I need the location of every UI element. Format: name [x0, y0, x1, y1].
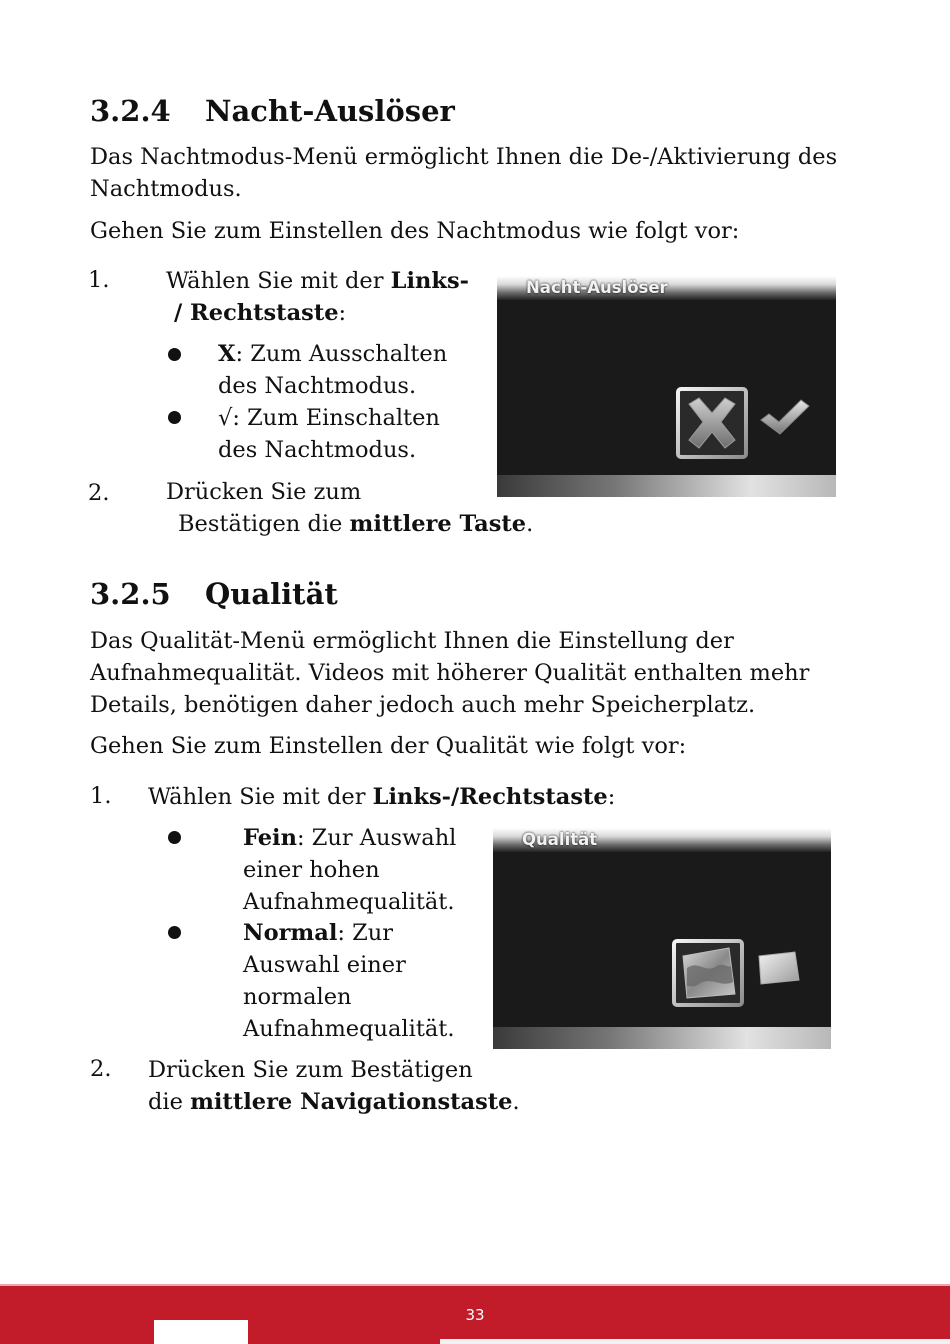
step-number: 2.: [88, 480, 110, 506]
intro-line: Aufnahmequalität. Videos mit höherer Qualität enthalten mehr: [90, 660, 810, 686]
bullet-dot: [168, 831, 181, 844]
step-text: Drücken Sie zum Bestätigen: [148, 1057, 473, 1083]
step-text: [148, 781, 615, 813]
section-heading-number: 3.2.5: [90, 577, 171, 611]
bullet-dot: [168, 926, 181, 939]
bullet-text-cont: Auswahl einer: [243, 952, 406, 978]
step-text-pre: Wählen Sie mit der: [166, 268, 391, 294]
bullet-text-cont: Aufnahmequalität.: [243, 889, 455, 915]
bullet-dot: [168, 411, 181, 424]
step-key-bold: / Rechtstaste: [174, 300, 339, 326]
bullet-key: Normal: [243, 920, 338, 946]
bullet-text-cont: Aufnahmequalität.: [243, 1016, 455, 1042]
screen-title: Nacht-Auslöser: [526, 278, 668, 297]
screen-bottom-bar: [497, 475, 836, 497]
instruction-paragraph: Gehen Sie zum Einstellen des Nachtmodus wie folgt vor:: [90, 218, 740, 244]
bullet-dot: [168, 348, 181, 361]
section-heading-title: Qualität: [205, 577, 338, 611]
step-text-post: :: [607, 784, 616, 810]
bullet-text: [218, 338, 447, 370]
bullet-key: √: [218, 405, 233, 431]
cross-icon: [675, 386, 749, 460]
page-number: 33: [465, 1306, 485, 1324]
quality-screen: [493, 828, 831, 1049]
step-number: 1.: [90, 783, 112, 809]
bullet-desc: : Zur Auswahl: [296, 825, 457, 851]
step-text: [166, 265, 469, 297]
screen-title: Qualität: [522, 830, 598, 849]
bullet-text-cont: normalen: [243, 984, 352, 1010]
section-heading-number: 3.2.4: [90, 94, 171, 128]
step-text-cont: [174, 297, 346, 329]
step-text-post: :: [338, 300, 347, 326]
step-text-cont: [178, 508, 533, 540]
bullet-text-cont: einer hohen: [243, 857, 380, 883]
step-text-cont: [148, 1086, 520, 1118]
normal-quality-icon: [755, 950, 803, 986]
step-key-bold: mittlere Taste: [349, 511, 527, 537]
step-number: 1.: [88, 267, 110, 293]
step-key-bold: mittlere Navigationstaste: [190, 1089, 513, 1115]
step-text: Drücken Sie zum: [166, 479, 362, 505]
page-footer: [0, 1284, 950, 1344]
step-text-post: .: [512, 1089, 520, 1115]
intro-line: Das Qualität-Menü ermöglicht Ihnen die Einstellung der: [90, 628, 734, 654]
footer-tab: [154, 1320, 248, 1344]
footer-bar: [440, 1339, 950, 1344]
step-text-pre: Bestätigen die: [178, 511, 350, 537]
night-trigger-screen: [497, 276, 836, 497]
step-number: 2.: [90, 1056, 112, 1082]
bullet-desc: : Zum Einschalten: [232, 405, 440, 431]
step-text-pre: die: [148, 1089, 191, 1115]
intro-line: Details, benötigen daher jedoch auch mehr Speicherplatz.: [90, 692, 756, 718]
instruction-paragraph: Gehen Sie zum Einstellen der Qualität wie folgt vor:: [90, 733, 687, 759]
bullet-desc: : Zur: [337, 920, 393, 946]
check-icon: [759, 398, 811, 438]
intro-paragraph: Das Nachtmodus-Menü ermöglicht Ihnen die De-/Aktivierung des Nachtmodus.: [90, 144, 838, 202]
bullet-desc: : Zum Ausschalten: [235, 341, 448, 367]
step-key-bold: Links-/Rechtstaste: [372, 784, 608, 810]
bullet-key: X: [218, 341, 236, 367]
step-text-pre: Wählen Sie mit der: [148, 784, 373, 810]
bullet-text-cont: des Nachtmodus.: [218, 437, 417, 463]
footer-divider: [0, 1284, 950, 1286]
bullet-text: [243, 917, 393, 949]
section-heading-title: Nacht-Auslöser: [205, 94, 455, 128]
step-key-bold: Links-: [390, 268, 469, 294]
screen-bottom-bar: [493, 1027, 831, 1049]
bullet-text: [218, 402, 440, 434]
step-text-post: .: [526, 511, 534, 537]
bullet-text: [243, 822, 456, 854]
bullet-text-cont: des Nachtmodus.: [218, 373, 417, 399]
fine-quality-icon: [671, 938, 745, 1008]
bullet-key: Fein: [243, 825, 297, 851]
